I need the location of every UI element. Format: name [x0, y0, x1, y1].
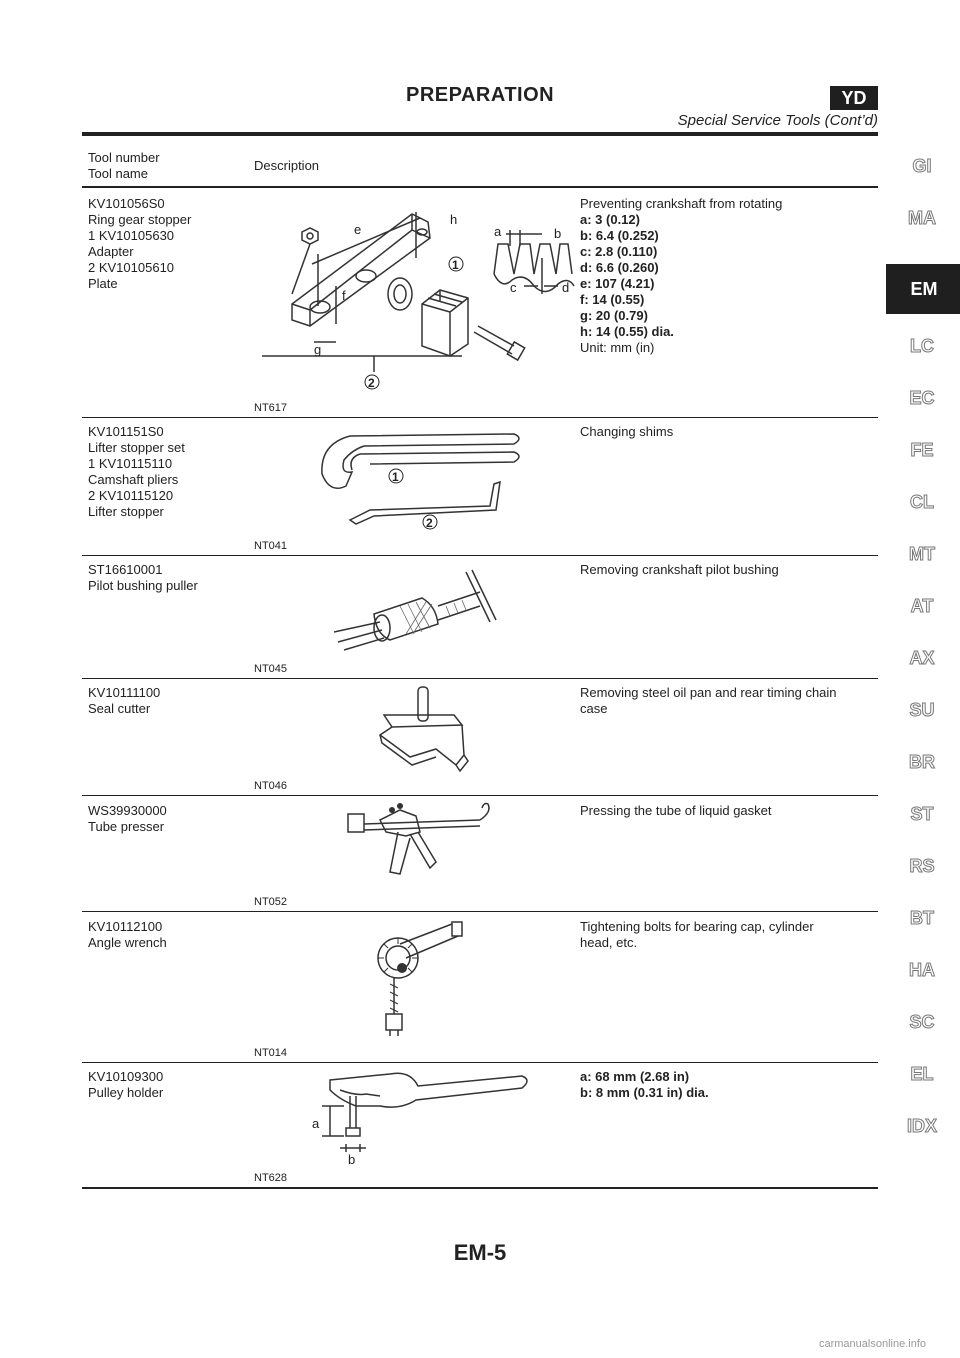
description-text: Preventing crankshaft from rotating [580, 196, 783, 211]
label-f: f [342, 288, 346, 303]
tab-at[interactable]: AT [910, 595, 934, 616]
label-a: a [494, 224, 502, 239]
tool-sub-number: 1 KV10115110 [88, 456, 173, 471]
table-row-7-description [580, 1069, 870, 1101]
description-text: Removing steel oil pan and rear timing chain [580, 685, 837, 700]
spec-e: e: 107 (4.21) [580, 276, 655, 291]
seal-cutter-figure [370, 685, 480, 775]
figure-code: NT041 [254, 540, 288, 552]
description-text: Removing crankshaft pilot bushing [580, 562, 779, 577]
label-h: h [450, 212, 458, 227]
page-subtitle: Special Service Tools (Cont’d) [677, 112, 878, 129]
tool-sub-name: Lifter stopper [88, 504, 164, 519]
figure-code: NT046 [254, 780, 288, 792]
tab-su[interactable]: SU [909, 699, 935, 720]
tool-sub-number: 1 KV10105630 [88, 228, 175, 243]
tab-st[interactable]: ST [910, 803, 934, 824]
tool-number: KV101056S0 [88, 196, 165, 211]
spec-g: g: 20 (0.79) [580, 308, 648, 323]
ring-gear-stopper-figure [262, 194, 578, 394]
spec-a: a: 68 mm (2.68 in) [580, 1069, 690, 1084]
row-divider [82, 555, 878, 556]
callout-1-text: 1 [392, 470, 399, 484]
figure-code: NT052 [254, 896, 288, 908]
table-row-4-description [580, 685, 870, 717]
tab-fe[interactable]: FE [910, 439, 934, 460]
tab-rs[interactable]: RS [909, 855, 935, 876]
row-divider [82, 1062, 878, 1063]
figure-code: NT628 [254, 1172, 288, 1184]
label-g: g [314, 342, 322, 357]
label-b: b [348, 1152, 356, 1166]
page-number: EM-5 [453, 1240, 507, 1265]
row-divider [82, 678, 878, 679]
table-row-6-description [580, 919, 870, 951]
table-row-2-description [580, 424, 870, 440]
callout-2-text: 2 [368, 376, 375, 390]
tool-number: KV101151S0 [88, 424, 164, 439]
description-text: Tightening bolts for bearing cap, cylinder [580, 919, 814, 934]
tool-name: Pulley holder [88, 1085, 164, 1100]
tool-name: Tube presser [88, 819, 165, 834]
pilot-bushing-puller-figure [330, 562, 530, 662]
spec-c: c: 2.8 (0.110) [580, 244, 658, 259]
table-row-1-tool [88, 196, 191, 292]
header-rule [82, 132, 878, 136]
label-c: c [510, 280, 517, 295]
table-row-2-tool [88, 424, 185, 520]
tool-sub-name: Camshaft pliers [88, 472, 179, 487]
spec-h: h: 14 (0.55) dia. [580, 324, 674, 339]
spec-a: a: 3 (0.12) [580, 212, 640, 227]
tab-em[interactable]: EM [886, 264, 960, 314]
table-row-3-tool [88, 562, 198, 594]
tab-sc[interactable]: SC [909, 1011, 935, 1032]
callout-2 [365, 375, 379, 390]
tool-sub-number: 2 KV10105610 [88, 260, 175, 275]
tab-lc[interactable]: LC [910, 335, 934, 356]
col-header-tool-line2: Tool name [88, 166, 148, 181]
tool-sub-number: 2 KV10115120 [88, 488, 174, 503]
page-title: PREPARATION [406, 84, 555, 106]
col-header-tool [88, 150, 160, 182]
tool-number: KV10111100 [88, 685, 161, 700]
row-divider [82, 795, 878, 796]
tab-idx[interactable]: IDX [906, 1115, 937, 1136]
col-header-tool-line1: Tool number [88, 150, 160, 165]
row-divider [82, 417, 878, 418]
unit-note: Unit: mm (in) [580, 340, 655, 355]
label-b: b [554, 226, 562, 241]
tab-ha[interactable]: HA [909, 959, 935, 980]
table-row-3-description [580, 562, 870, 578]
tool-number: KV10112100 [88, 919, 163, 934]
tool-sub-name: Plate [88, 276, 118, 291]
tab-bt[interactable]: BT [910, 907, 934, 928]
table-header-rule [82, 186, 878, 188]
tool-name: Ring gear stopper [88, 212, 192, 227]
figure-code: NT617 [254, 402, 288, 414]
tab-ax[interactable]: AX [909, 647, 935, 668]
tab-mt[interactable]: MT [909, 543, 935, 564]
callout-2 [423, 515, 437, 530]
spec-b: b: 8 mm (0.31 in) dia. [580, 1085, 709, 1100]
tab-ec[interactable]: EC [909, 387, 935, 408]
tool-number: WS39930000 [88, 803, 167, 818]
tab-ma[interactable]: MA [908, 207, 936, 228]
spec-b: b: 6.4 (0.252) [580, 228, 659, 243]
tab-gi[interactable]: GI [912, 155, 932, 176]
tool-number: ST16610001 [88, 562, 163, 577]
figure-code: NT014 [254, 1047, 288, 1059]
description-text: head, etc. [580, 935, 638, 950]
engine-badge: YD [830, 86, 878, 110]
tool-name: Lifter stopper set [88, 440, 185, 455]
col-header-description: Description [254, 158, 320, 173]
tool-name: Angle wrench [88, 935, 167, 950]
row-divider [82, 911, 878, 912]
tool-sub-name: Adapter [88, 244, 134, 259]
tool-number: KV10109300 [88, 1069, 164, 1084]
table-row-4-tool [88, 685, 160, 717]
label-d: d [562, 280, 570, 295]
callout-1-text: 1 [452, 258, 459, 272]
table-row-1-description [580, 196, 870, 356]
table-row-6-tool [88, 919, 167, 951]
table-row-5-tool [88, 803, 167, 835]
description-text: Changing shims [580, 424, 674, 439]
description-text: Pressing the tube of liquid gasket [580, 803, 772, 818]
label-e: e [354, 222, 362, 237]
tab-el[interactable]: EL [910, 1063, 934, 1084]
figure-code: NT045 [254, 663, 288, 675]
tool-name: Seal cutter [88, 701, 151, 716]
callout-1 [389, 469, 403, 484]
angle-wrench-figure [370, 918, 470, 1043]
callout-2-text: 2 [426, 516, 433, 530]
callout-1 [449, 257, 463, 272]
label-a: a [312, 1116, 320, 1131]
tool-name: Pilot bushing puller [88, 578, 198, 593]
lifter-stopper-set-figure [300, 424, 530, 534]
pulley-holder-figure [300, 1066, 540, 1166]
spec-d: d: 6.6 (0.260) [580, 260, 659, 275]
tube-presser-figure [340, 802, 500, 892]
footer-watermark: carmanualsonline.info [818, 1338, 926, 1350]
table-bottom-rule [82, 1187, 878, 1189]
tab-br[interactable]: BR [909, 751, 935, 772]
tab-cl[interactable]: CL [910, 491, 934, 512]
table-row-5-description [580, 803, 870, 819]
description-text: case [580, 701, 608, 716]
table-row-7-tool [88, 1069, 163, 1101]
spec-f: f: 14 (0.55) [580, 292, 645, 307]
